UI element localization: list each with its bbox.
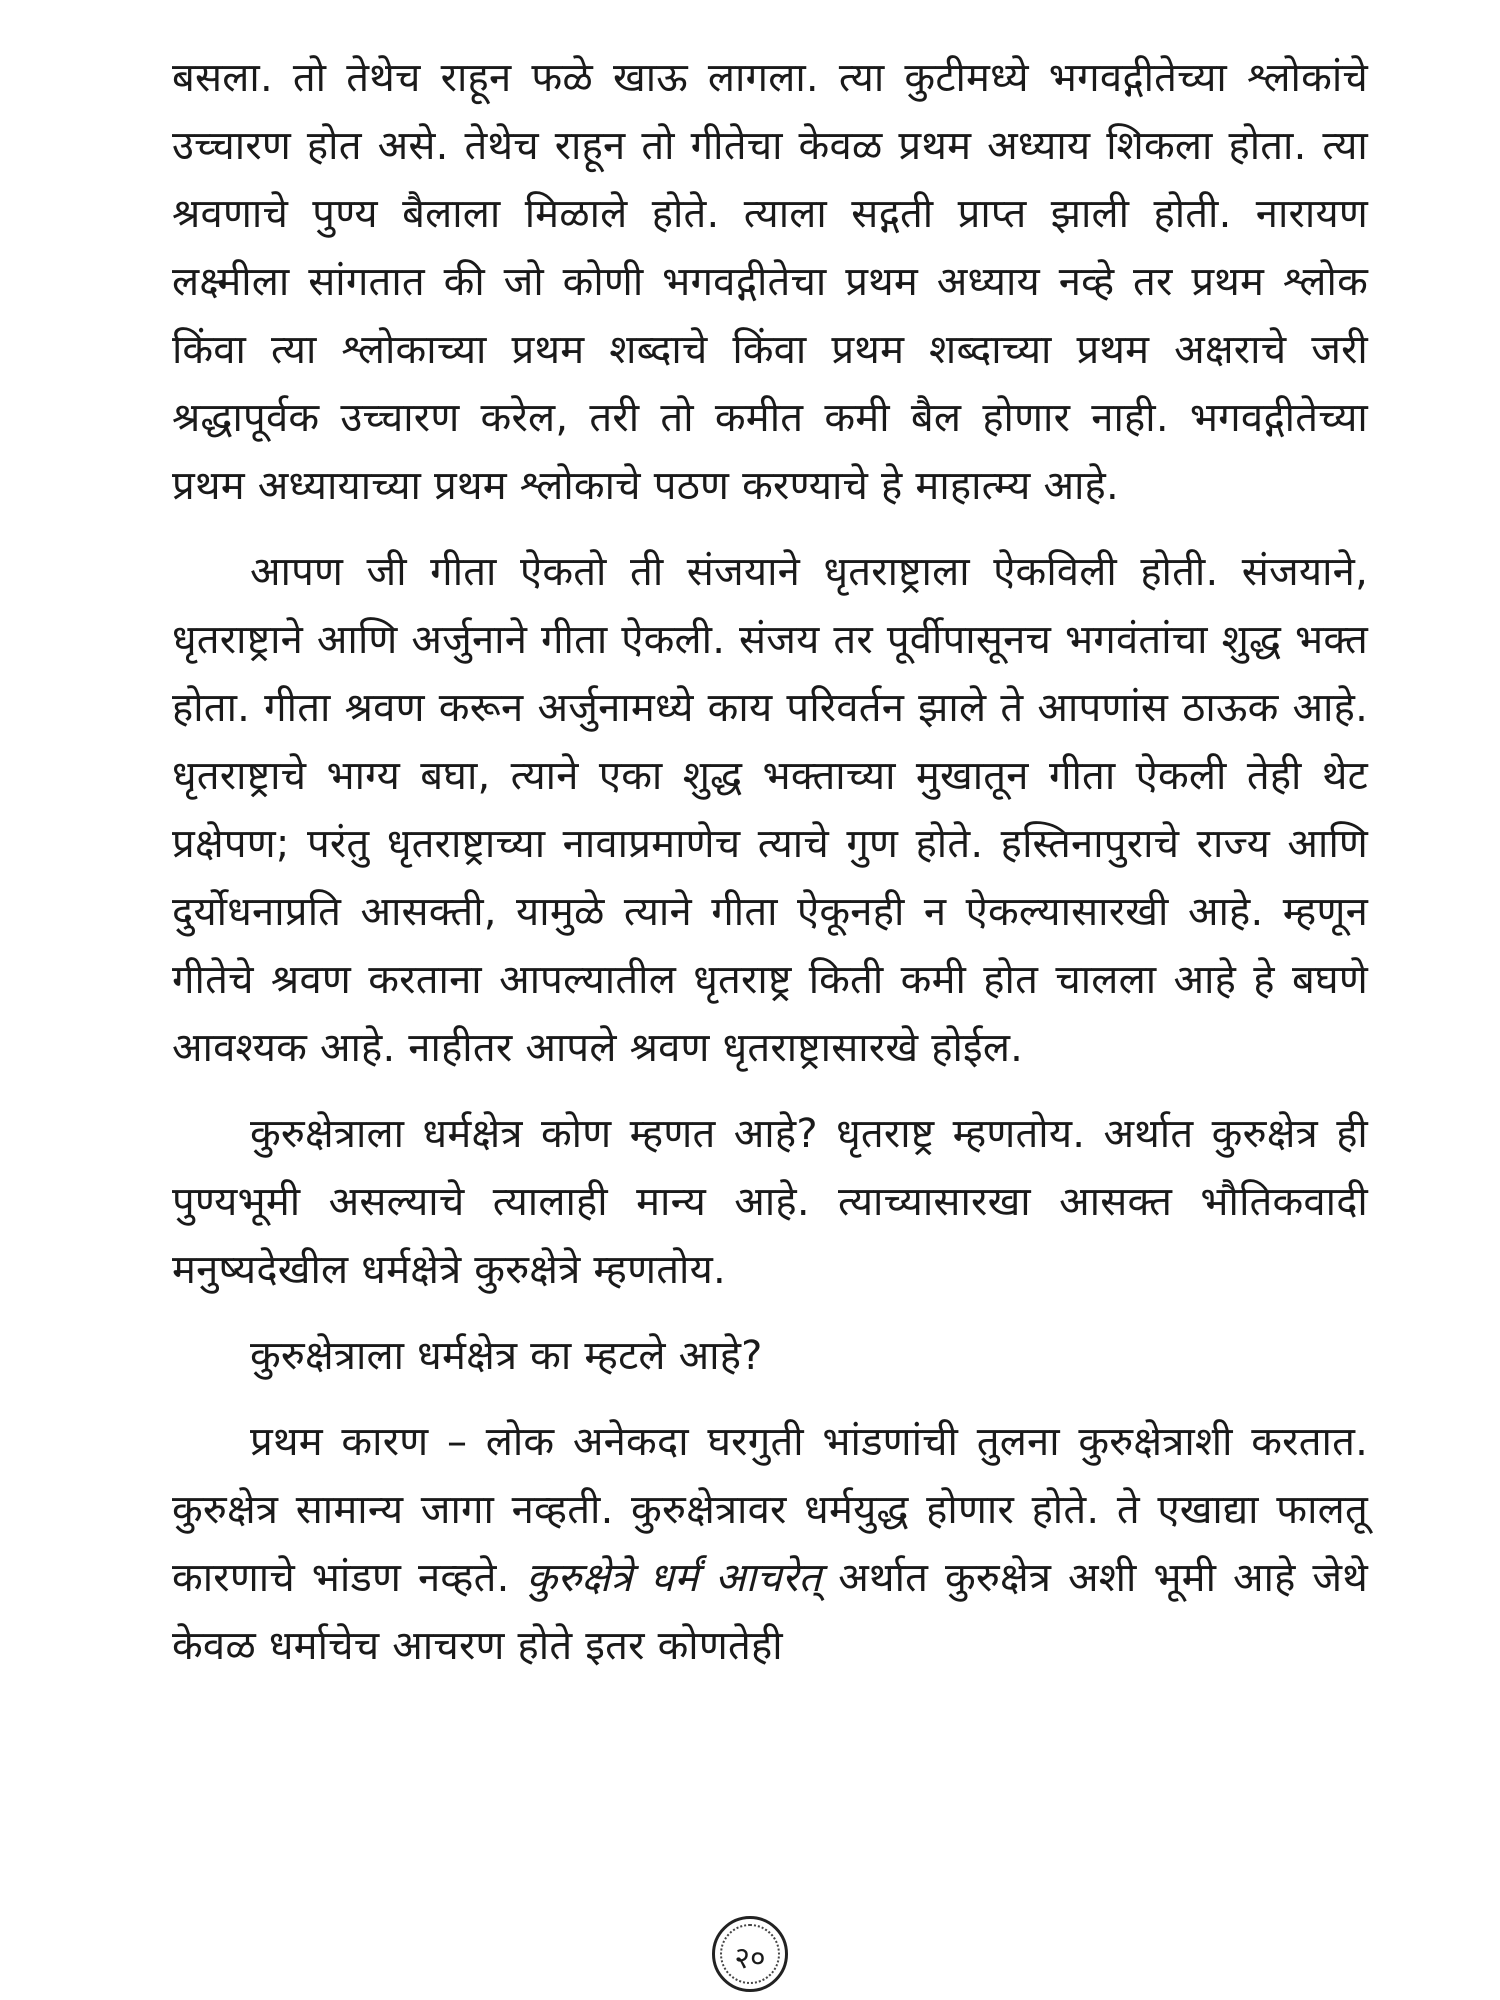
page-number: २० — [734, 1940, 766, 1976]
paragraph-5-text-after: अर्थात कुरुक्षेत्र अशी भूमी आहे जेथे केवळ धर्माचेच आचरण होते इतर कोणतेही — [172, 1555, 1368, 1669]
page-number-badge — [712, 1916, 788, 1992]
paragraph-5-text-before: प्रथम कारण – लोक अनेकदा घरगुती भांडणांची तुलना कुरुक्षेत्राशी करतात. कुरुक्षेत्र सामान्य जागा नव्हती. कुरुक्षेत्रावर धर्मयुद्ध होणार होते. ते एखाद्या फालतू कारणाचे भांडण नव्हते. — [172, 1419, 1368, 1601]
page-body — [172, 44, 1368, 1924]
paragraph-1: बसला. तो तेथेच राहून फळे खाऊ लागला. त्या कुटीमध्ये भगवद्गीतेच्या श्लोकांचे उच्चारण होत असे. तेथेच राहून तो गीतेचा केवळ प्रथम अध्याय शिकला होता. त्या श्रवणाचे पुण्य बैलाला मिळाले होते. त्याला सद्गती प्राप्त झाली होती. नारायण लक्ष्मीला सांगतात की जो कोणी भगवद्गीतेचा प्रथम अध्याय नव्हे तर प्रथम श्लोक किंवा त्या श्लोकाच्या प्रथम शब्दाचे किंवा प्रथम शब्दाच्या प्रथम अक्षराचे जरी श्रद्धापूर्वक उच्चारण करेल, तरी तो कमीत कमी बैल होणार नाही. भगवद्गीतेच्या प्रथम अध्यायाच्या प्रथम श्लोकाचे पठण करण्याचे हे माहात्म्य आहे. — [172, 55, 1368, 509]
paragraph-3: कुरुक्षेत्राला धर्मक्षेत्र कोण म्हणत आहे? धृतराष्ट्र म्हणतोय. अर्थात कुरुक्षेत्र ही पुण्यभूमी असल्याचे त्यालाही मान्य आहे. त्याच्यासारखा आसक्त भौतिकवादी मनुष्यदेखील धर्मक्षेत्रे कुरुक्षेत्रे म्हणतोय. — [172, 1111, 1368, 1293]
paragraph-5-italic-quote: कुरुक्षेत्रे धर्मं आचरेत् — [526, 1555, 822, 1601]
paragraph-2: आपण जी गीता ऐकतो ती संजयाने धृतराष्ट्राला ऐकविली होती. संजयाने, धृतराष्ट्राने आणि अर्जुनाने गीता ऐकली. संजय तर पूर्वीपासूनच भगवंतांचा शुद्ध भक्त होता. गीता श्रवण करून अर्जुनामध्ये काय परिवर्तन झाले ते आपणांस ठाऊक आहे. धृतराष्ट्राचे भाग्य बघा, त्याने एका शुद्ध भक्ताच्या मुखातून गीता ऐकली तेही थेट प्रक्षेपण; परंतु धृतराष्ट्राच्या नावाप्रमाणेच त्याचे गुण होते. हस्तिनापुराचे राज्य आणि दुर्योधनाप्रति आसक्ती, यामुळे त्याने गीता ऐकूनही न ऐकल्यासारखी आहे. म्हणून गीतेचे श्रवण करताना आपल्यातील धृतराष्ट्र किती कमी होत चालला आहे हे बघणे आवश्यक आहे. नाहीतर आपले श्रवण धृतराष्ट्रासारखे होईल. — [172, 549, 1368, 1071]
paragraph-4: कुरुक्षेत्राला धर्मक्षेत्र का म्हटले आहे? — [250, 1333, 763, 1379]
paragraph-5 — [172, 1408, 1368, 1680]
